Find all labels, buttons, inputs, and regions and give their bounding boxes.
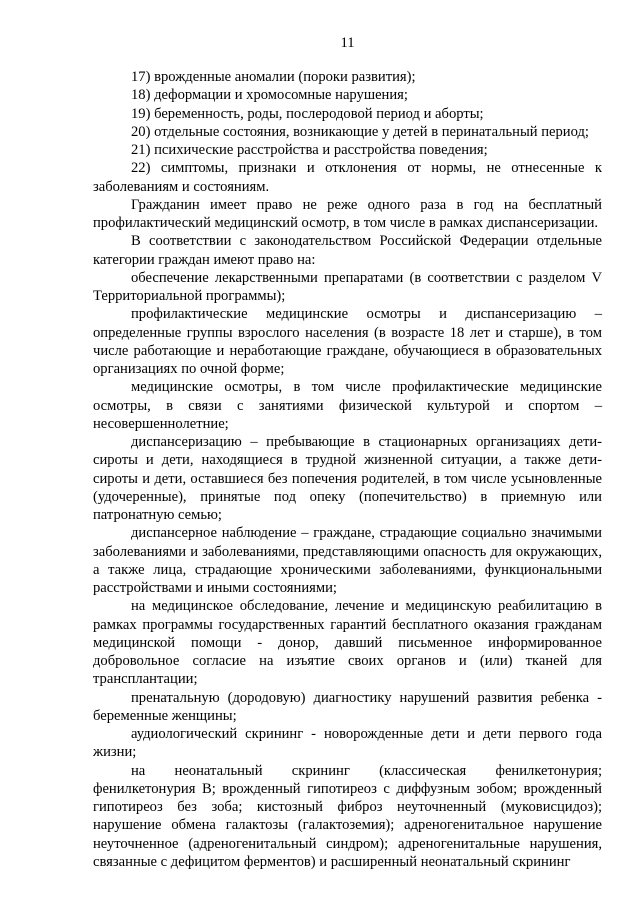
page-number: 11 — [340, 35, 355, 51]
paragraph-audiological-screening: аудиологический скрининг - новорожденные дети и дети первого года жизни; — [93, 726, 602, 761]
paragraph-annual-checkup: Гражданин имеет право не реже одного раза в год на бесплатный профилактический медицинский осмотр, в том числе в рамках диспансеризации. — [93, 196, 602, 231]
paragraph-drug-provision: обеспечение лекарственными препаратами (в соответствии с разделом V Территориальной программы); — [93, 269, 602, 304]
list-item-19: 19) беременность, роды, послеродовой период и аборты; — [131, 105, 484, 122]
paragraph-dispensary-observation: диспансерное наблюдение – граждане, страдающие социально значимыми заболеваниями и заболеваниями, представляющими опасность для окружающих, а также лица, страдающие хроническими заболеваниями, функциональными расстройствами и иными состояниями; — [93, 525, 602, 596]
list-item-21: 21) психические расстройства и расстройства поведения; — [131, 142, 488, 158]
list-item-17: 17) врожденные аномалии (пороки развития); — [131, 69, 416, 85]
document-page — [93, 34, 602, 871]
paragraph-sports-exams: медицинские осмотры, в том числе профилактические медицинские осмотры, в связи с занятиями физической культурой и спортом – несовершеннолетние; — [93, 379, 602, 432]
paragraph-donor-care: на медицинское обследование, лечение и медицинскую реабилитацию в рамках программы государственных гарантий бесплатного оказания гражданам медицинской помощи - донор, давший письменное информированное добровольное согласие на изъятие своих органов и (или) тканей для трансплантации; — [93, 598, 602, 688]
paragraph-orphans-dispensarization: диспансеризацию – пребывающие в стационарных организациях дети-сироты и дети, находящиеся в трудной жизненной ситуации, а также дети-сироты и дети, оставшиеся без попечения родителей, в том числе усыновленные (удочеренные), принятые под опеку (попечительство) в приемную или патронатную семью; — [93, 434, 602, 523]
list-item-18: 18) деформации и хромосомные нарушения; — [131, 87, 408, 104]
paragraph-prenatal-diagnostics: пренатальную (дородовую) диагностику нарушений развития ребенка - беременные женщины; — [93, 689, 602, 724]
paragraph-categories-intro: В соответствии с законодательством Российской Федерации отдельные категории граждан имеют право на: — [93, 233, 602, 268]
list-item-20: 20) отдельные состояния, возникающие у детей в перинатальный период; — [131, 123, 589, 140]
paragraph-neonatal-screening: на неонатальный скрининг (классическая фенилкетонурия; фенилкетонурия B; врожденный гипотиреоз с диффузным зобом; врожденный гипотиреоз без зоба; кистозный фиброз неуточненный (муковисцидоз); нарушение обмена галактозы (галактоземия); адреногенитальное нарушение неуточненное (адреногенитальный синдром); адреногенитальные нарушения, связанные с дефицитом ферментов) и расширенный неонатальный скрининг — [93, 762, 602, 870]
list-item-22: 22) симптомы, признаки и отклонения от нормы, не отнесенные к заболеваниям и состояниям. — [93, 160, 602, 195]
paragraph-preventive-exams: профилактические медицинские осмотры и диспансеризацию – определенные группы взрослого населения (в возрасте 18 лет и старше), в том числе работающие и неработающие граждане, обучающиеся в образовательных организациях по очной форме; — [93, 306, 602, 377]
